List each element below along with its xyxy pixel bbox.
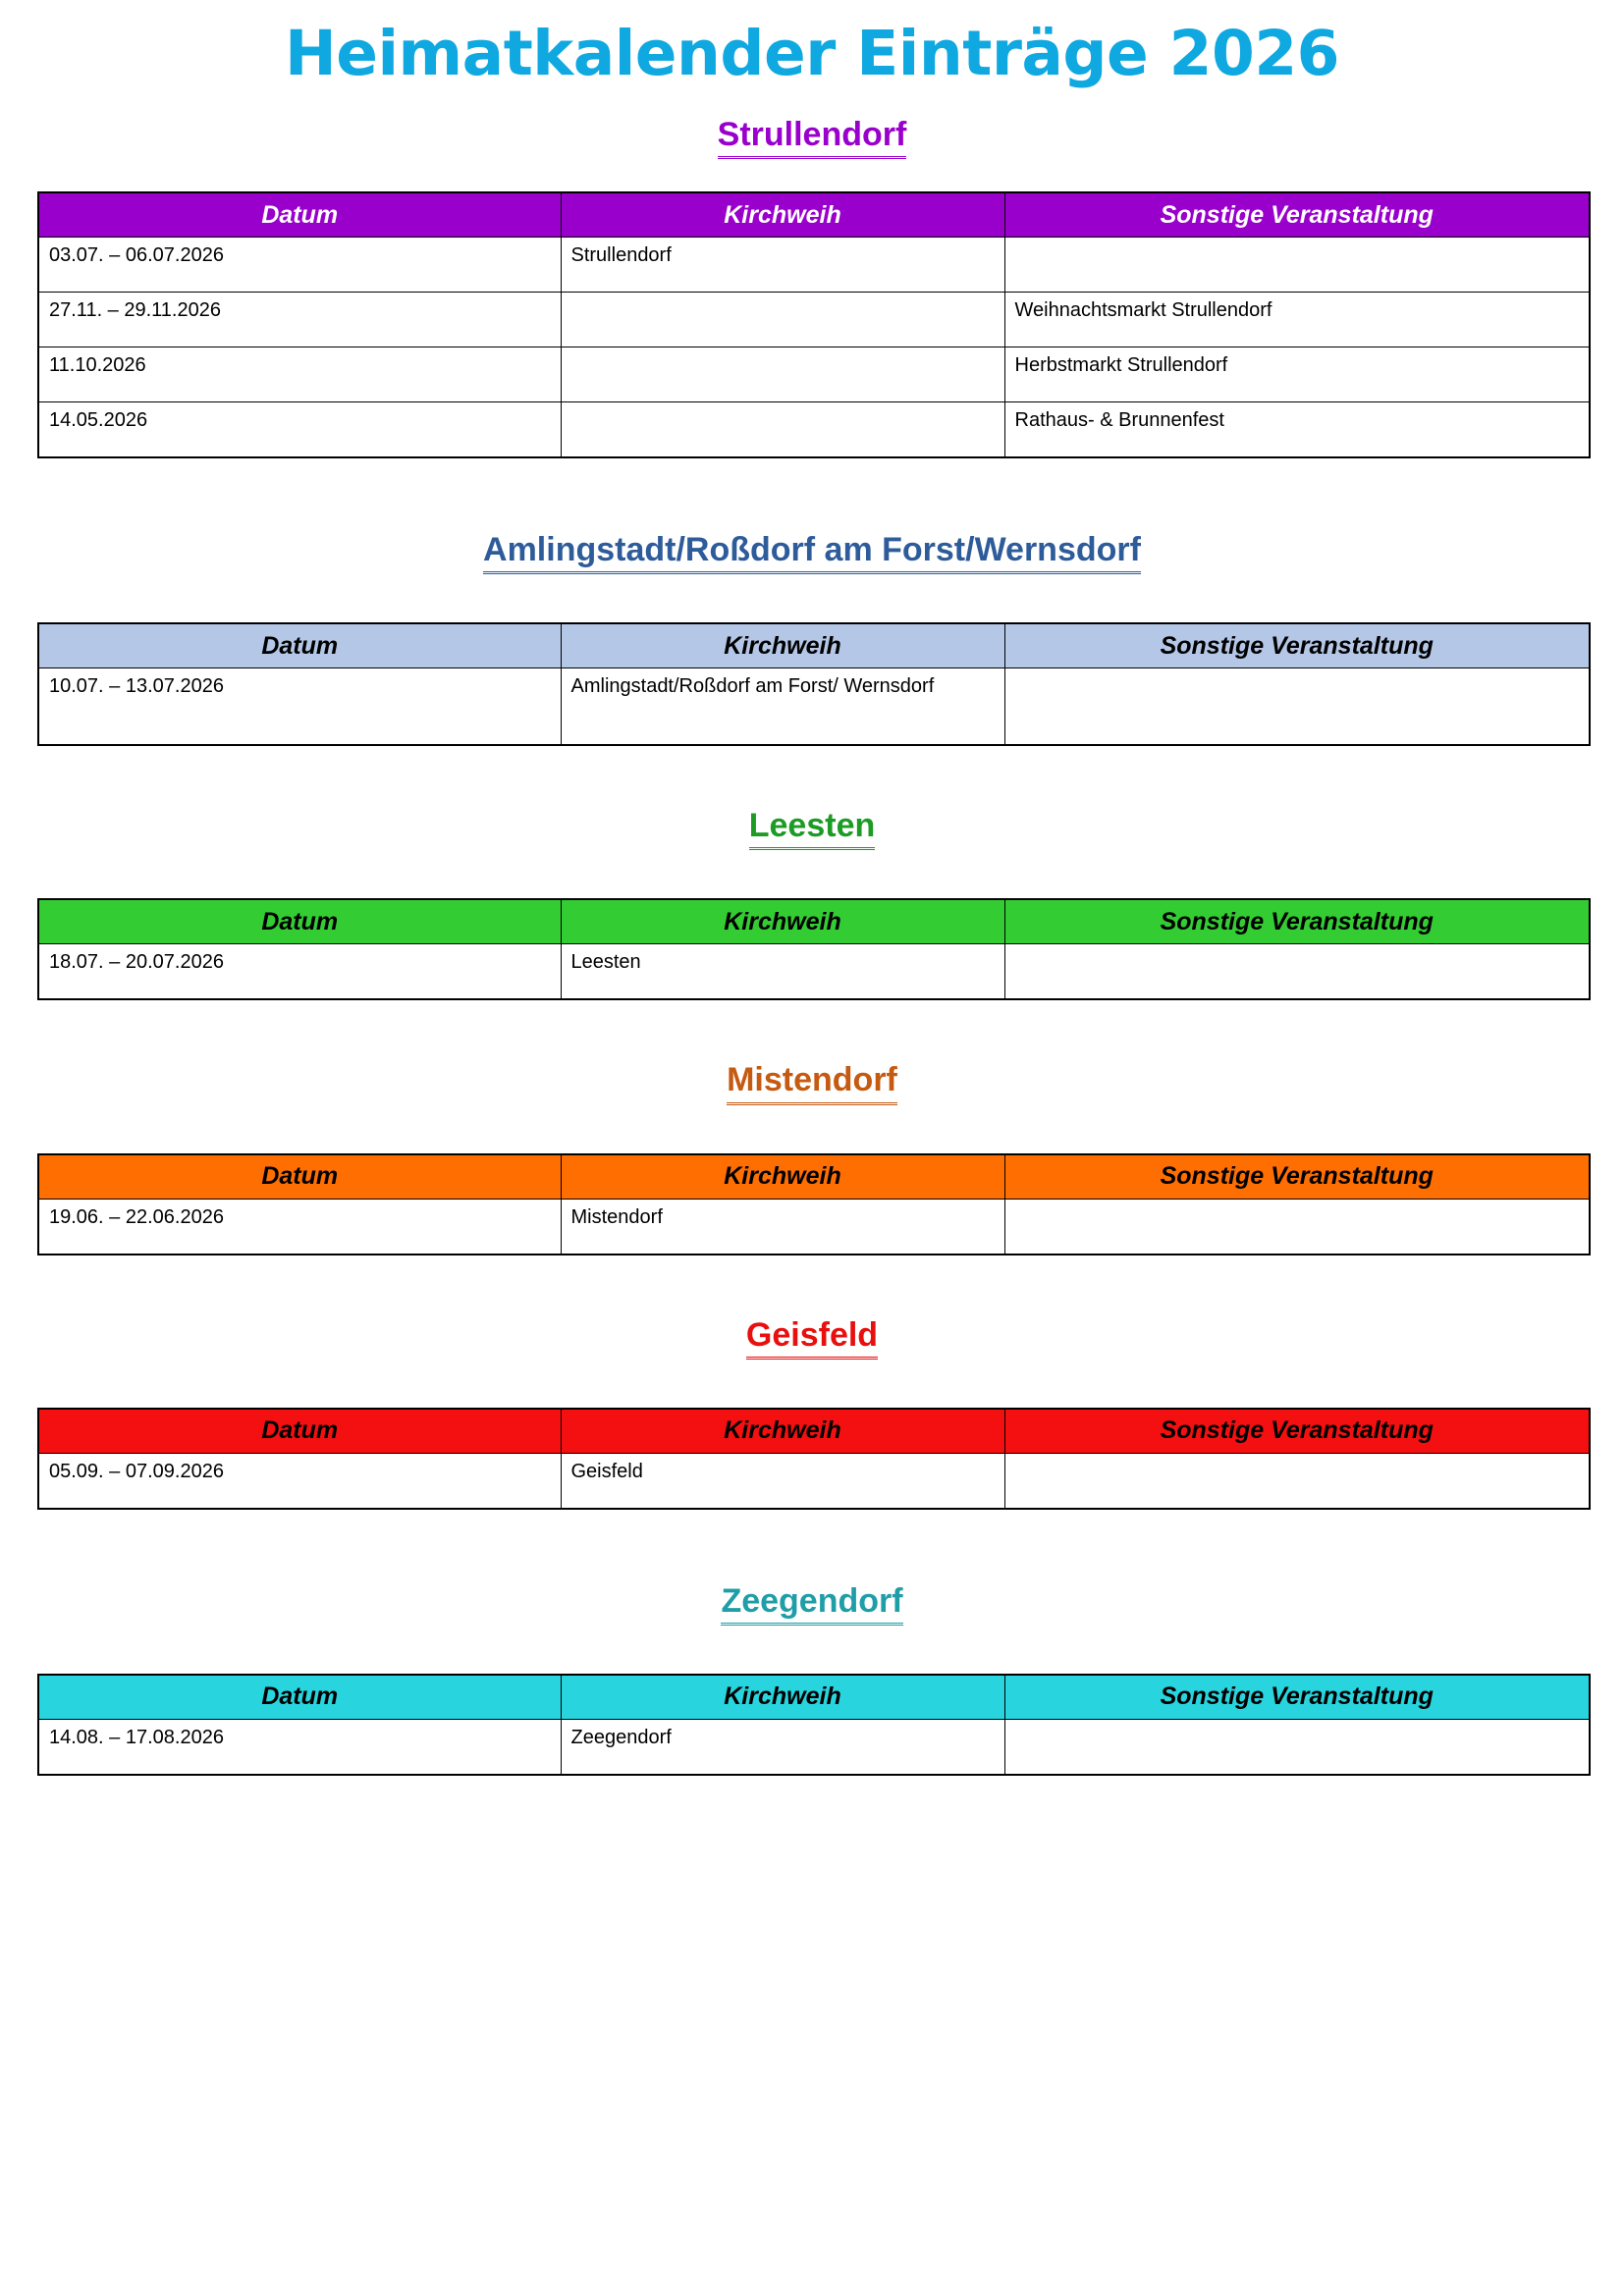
section-amlingstadt (0, 531, 1624, 746)
spacer (0, 1000, 1624, 1061)
spacer (0, 1255, 1624, 1316)
table-row (38, 944, 1590, 1000)
section-strullendorf (0, 116, 1624, 458)
calendar-table-strullendorf (37, 191, 1591, 458)
section-heading-zeegendorf (0, 1582, 1624, 1629)
section-heading-label: Mistendorf (727, 1061, 897, 1104)
cell-date: 19.06. – 22.06.2026 (38, 1199, 561, 1255)
table-row (38, 238, 1590, 293)
cell-kirchweih (561, 293, 1004, 347)
cell-other (1004, 1453, 1590, 1509)
column-header-kirchweih: Kirchweih (561, 1154, 1004, 1200)
section-heading-amlingstadt (0, 531, 1624, 577)
table-row (38, 1719, 1590, 1775)
table-header-row (38, 1154, 1590, 1200)
table-row (38, 1199, 1590, 1255)
cell-other: Rathaus- & Brunnenfest (1004, 402, 1590, 458)
column-header-other: Sonstige Veranstaltung (1004, 1675, 1590, 1720)
section-leesten (0, 807, 1624, 1000)
table-header-row (38, 1675, 1590, 1720)
table-row (38, 668, 1590, 746)
spacer (0, 1629, 1624, 1674)
section-heading-label: Amlingstadt/Roßdorf am Forst/Wernsdorf (483, 531, 1141, 574)
column-header-other: Sonstige Veranstaltung (1004, 1409, 1590, 1454)
column-header-date: Datum (38, 899, 561, 944)
calendar-table-geisfeld (37, 1408, 1591, 1510)
cell-date: 14.08. – 17.08.2026 (38, 1719, 561, 1775)
cell-date: 10.07. – 13.07.2026 (38, 668, 561, 746)
column-header-date: Datum (38, 623, 561, 668)
cell-kirchweih: Mistendorf (561, 1199, 1004, 1255)
cell-other: Herbstmarkt Strullendorf (1004, 347, 1590, 402)
column-header-kirchweih: Kirchweih (561, 1675, 1004, 1720)
column-header-kirchweih: Kirchweih (561, 1409, 1004, 1454)
table-header-row (38, 623, 1590, 668)
column-header-kirchweih: Kirchweih (561, 623, 1004, 668)
cell-date: 14.05.2026 (38, 402, 561, 458)
cell-kirchweih (561, 402, 1004, 458)
table-header-row (38, 1409, 1590, 1454)
cell-date: 18.07. – 20.07.2026 (38, 944, 561, 1000)
cell-other (1004, 1719, 1590, 1775)
section-mistendorf (0, 1061, 1624, 1255)
column-header-date: Datum (38, 1154, 561, 1200)
column-header-other: Sonstige Veranstaltung (1004, 1154, 1590, 1200)
spacer (0, 1510, 1624, 1582)
section-heading-geisfeld (0, 1316, 1624, 1362)
cell-date: 05.09. – 07.09.2026 (38, 1453, 561, 1509)
spacer (0, 746, 1624, 807)
calendar-table-mistendorf (37, 1153, 1591, 1255)
cell-date: 27.11. – 29.11.2026 (38, 293, 561, 347)
column-header-kirchweih: Kirchweih (561, 192, 1004, 238)
page-title: Heimatkalender Einträge 2026 (284, 18, 1339, 89)
table-row (38, 1453, 1590, 1509)
cell-other (1004, 944, 1590, 1000)
cell-date: 03.07. – 06.07.2026 (38, 238, 561, 293)
spacer (0, 162, 1624, 191)
cell-kirchweih: Strullendorf (561, 238, 1004, 293)
table-header-row (38, 899, 1590, 944)
cell-kirchweih: Zeegendorf (561, 1719, 1004, 1775)
cell-kirchweih (561, 347, 1004, 402)
section-heading-leesten (0, 807, 1624, 853)
section-heading-label: Strullendorf (718, 116, 907, 159)
cell-date: 11.10.2026 (38, 347, 561, 402)
column-header-date: Datum (38, 1409, 561, 1454)
column-header-kirchweih: Kirchweih (561, 899, 1004, 944)
column-header-date: Datum (38, 192, 561, 238)
column-header-other: Sonstige Veranstaltung (1004, 623, 1590, 668)
section-geisfeld (0, 1316, 1624, 1510)
cell-other (1004, 238, 1590, 293)
section-heading-mistendorf (0, 1061, 1624, 1107)
cell-other: Weihnachtsmarkt Strullendorf (1004, 293, 1590, 347)
calendar-table-zeegendorf (37, 1674, 1591, 1776)
table-row (38, 293, 1590, 347)
section-heading-strullendorf (0, 116, 1624, 162)
column-header-date: Datum (38, 1675, 561, 1720)
table-header-row (38, 192, 1590, 238)
spacer (0, 853, 1624, 898)
spacer (0, 1108, 1624, 1153)
column-header-other: Sonstige Veranstaltung (1004, 899, 1590, 944)
table-row (38, 347, 1590, 402)
cell-kirchweih: Amlingstadt/Roßdorf am Forst/ Wernsdorf (561, 668, 1004, 746)
section-zeegendorf (0, 1582, 1624, 1776)
calendar-table-leesten (37, 898, 1591, 1000)
table-row (38, 402, 1590, 458)
cell-other (1004, 1199, 1590, 1255)
column-header-other: Sonstige Veranstaltung (1004, 192, 1590, 238)
section-heading-label: Geisfeld (746, 1316, 878, 1360)
section-heading-label: Leesten (749, 807, 876, 850)
spacer (0, 86, 1624, 116)
spacer (0, 458, 1624, 531)
spacer (0, 1362, 1624, 1408)
cell-kirchweih: Geisfeld (561, 1453, 1004, 1509)
cell-other (1004, 668, 1590, 746)
calendar-table-amlingstadt (37, 622, 1591, 746)
section-heading-label: Zeegendorf (721, 1582, 902, 1626)
spacer (0, 577, 1624, 622)
cell-kirchweih: Leesten (561, 944, 1004, 1000)
